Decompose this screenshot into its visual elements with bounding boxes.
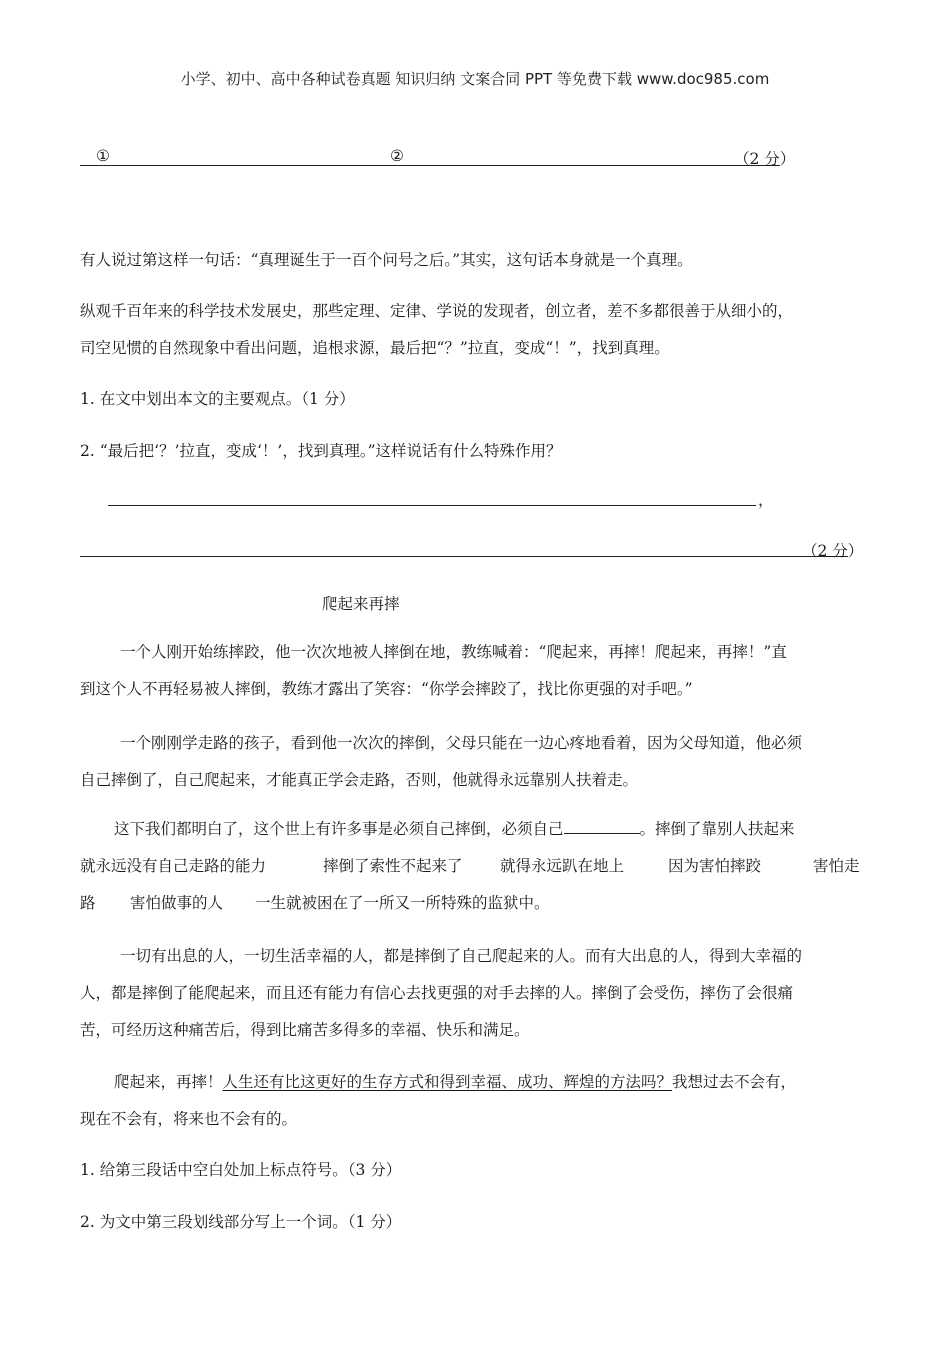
passage2-title: 爬起来再摔 [322,595,400,613]
para5-text-a: 爬起来，再摔！ [114,1073,223,1091]
para3-line1-text-a: 这下我们都明白了，这个世上有许多事是必须自己摔倒，必须自己 [114,820,564,838]
answer-line-1 [80,148,780,166]
passage2-para1-line1: 一个人刚开始练摔跤，他一次次地被人摔倒在地，教练喊着：“爬起来，再摔！爬起来，再摔！”直 [120,643,787,661]
passage1-para2-line2: 司空见惯的自然现象中看出问题，追根求源，最后把“？”拉直，变成“！”，找到真理。 [80,339,670,357]
passage2-para3-segment: 害怕走 [813,857,860,875]
passage2-para3-segment: 路 [80,894,96,912]
answer-mark-1: ① [96,147,110,165]
passage2-para3-segment: 摔倒了索性不起来了 [323,857,463,875]
answer-line-2a-comma: ， [758,491,774,509]
passage2-question-1: 1. 给第三段话中空白处加上标点符号。（3 分） [80,1161,402,1179]
passage2-para5-line1 [114,1070,796,1092]
passage2-para3-segment: 一生就被困在了一所又一所特殊的监狱中。 [255,894,550,912]
answer-score-1: （2 分） [734,150,796,168]
underlined-sentence: 人生还有比这更好的生存方式和得到幸福、成功、辉煌的方法吗？ [222,1073,673,1091]
passage2-para3-segment: 就得永远趴在地上 [500,857,625,875]
para3-line1-text-b: 。摔倒了靠别人扶起来 [639,820,795,838]
page-header: 小学、初中、高中各种试卷真题 知识归纳 文案合同 PPT 等免费下载 www.doc985.com [180,70,770,88]
passage2-para3-segment: 害怕做事的人 [130,894,224,912]
passage2-para3-line1 [114,817,795,839]
passage1-question-2: 2. “最后把‘？’拉直，变成‘！’，找到真理。”这样说话有什么特殊作用？ [80,442,562,460]
passage1-para2-line1: 纵观千百年来的科学技术发展史，那些定理、定律、学说的发现者，创立者，差不多都很善于从细小的， [80,302,794,320]
fill-in-blank[interactable] [564,819,640,834]
para5-text-c: 我想过去不会有， [672,1073,797,1091]
passage2-para2-line2: 自己摔倒了，自己爬起来，才能真正学会走路，否则，他就得永远靠别人扶着走。 [80,771,639,789]
passage2-para5-line2: 现在不会有，将来也不会有的。 [80,1110,298,1128]
passage2-para4-line3: 苦，可经历这种痛苦后，得到比痛苦多得多的幸福、快乐和满足。 [80,1021,530,1039]
passage2-para4-line2: 人，都是摔倒了能爬起来，而且还有能力有信心去找更强的对手去摔的人。摔倒了会受伤，摔伤了会很痛 [80,984,794,1002]
passage2-para4-line1: 一切有出息的人，一切生活幸福的人，都是摔倒了自己爬起来的人。而有大出息的人，得到大幸福的 [120,947,803,965]
passage2-para3-segment: 因为害怕摔跤 [668,857,762,875]
answer-mark-2: ② [390,147,404,165]
answer-line-2a [108,487,756,506]
passage1-para1: 有人说过第这样一句话：“真理诞生于一百个问号之后。”其实，这句话本身就是一个真理。 [80,251,693,269]
answer-score-2: （2 分） [802,542,864,560]
answer-line-2b [80,538,848,557]
passage2-question-2: 2. 为文中第三段划线部分写上一个词。（1 分） [80,1213,402,1231]
passage2-para2-line1: 一个刚刚学走路的孩子，看到他一次次的摔倒，父母只能在一边心疼地看着，因为父母知道，他必须 [120,734,803,752]
passage2-para1-line2: 到这个人不再轻易被人摔倒，教练才露出了笑容：“你学会摔跤了，找比你更强的对手吧。” [80,680,693,698]
passage1-question-1: 1. 在文中划出本文的主要观点。（1 分） [80,390,355,408]
passage2-para3-segment: 就永远没有自己走路的能力 [80,857,267,875]
